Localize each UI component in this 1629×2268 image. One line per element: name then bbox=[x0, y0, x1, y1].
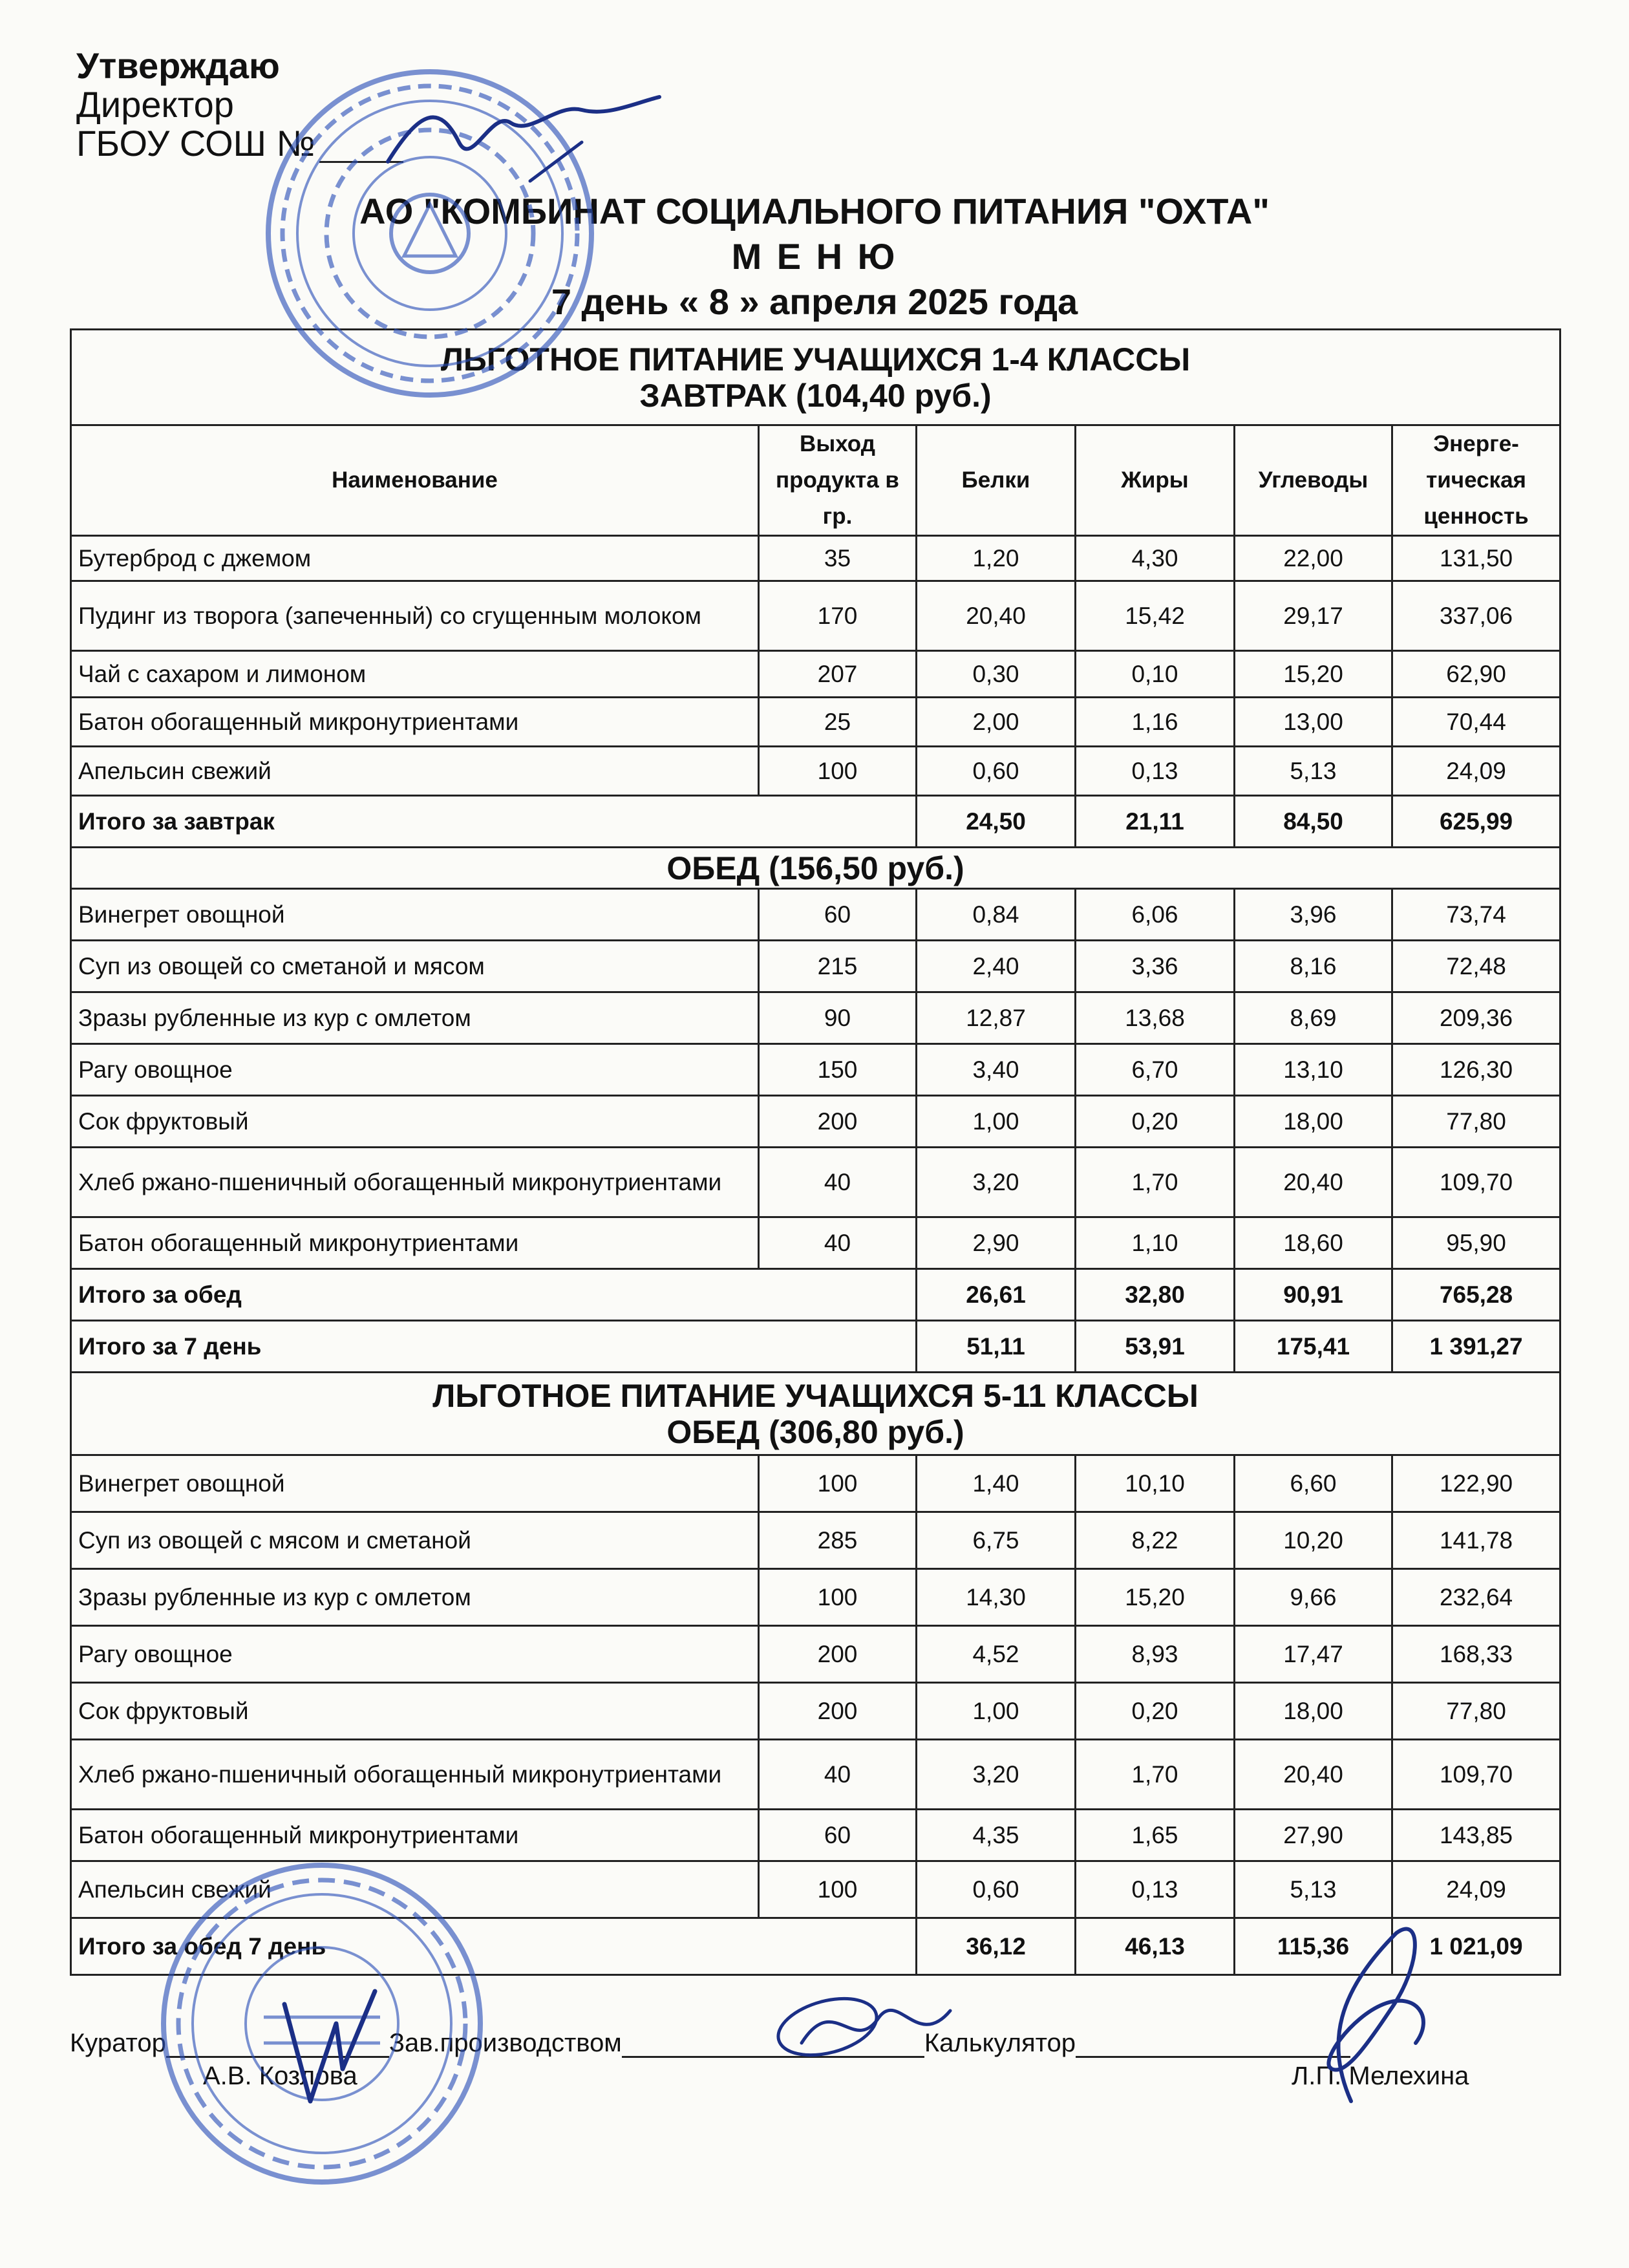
cell-value: 3,20 bbox=[917, 1148, 1076, 1217]
cell-value: 13,10 bbox=[1235, 1044, 1392, 1096]
table-row bbox=[71, 698, 1560, 747]
cell-value: 170 bbox=[759, 581, 917, 651]
curator-label: Куратор bbox=[70, 2029, 166, 2057]
cell-value: 6,75 bbox=[917, 1512, 1076, 1569]
table-row bbox=[71, 651, 1560, 698]
dish-name: Зразы рубленные из кур с омлетом bbox=[71, 1569, 759, 1626]
calculator-label: Калькулятор bbox=[924, 2029, 1076, 2057]
cell-value: 77,80 bbox=[1392, 1683, 1560, 1740]
cell-value: 26,61 bbox=[917, 1269, 1076, 1321]
dish-name: Апельсин свежий bbox=[71, 1861, 759, 1918]
cell-value: 0,20 bbox=[1076, 1683, 1235, 1740]
cell-value: 150 bbox=[759, 1044, 917, 1096]
director-signature-icon bbox=[362, 84, 672, 187]
column-header: Жиры bbox=[1076, 425, 1235, 536]
signature-row bbox=[70, 2029, 1570, 2058]
cell-value: 0,60 bbox=[917, 1861, 1076, 1918]
cell-value: 143,85 bbox=[1392, 1810, 1560, 1861]
cell-value: 109,70 bbox=[1392, 1740, 1560, 1810]
cell-value: 84,50 bbox=[1235, 796, 1392, 848]
cell-value: 20,40 bbox=[917, 581, 1076, 651]
cell-value: 0,13 bbox=[1076, 1861, 1235, 1918]
table-row bbox=[71, 1683, 1560, 1740]
dish-name: Винегрет овощной bbox=[71, 1455, 759, 1512]
cell-value: 90 bbox=[759, 992, 917, 1044]
cell-value: 15,42 bbox=[1076, 581, 1235, 651]
cell-value: 3,20 bbox=[917, 1740, 1076, 1810]
cell-value: 12,87 bbox=[917, 992, 1076, 1044]
school-number-line bbox=[319, 133, 403, 163]
dish-name: Бутерброд с джемом bbox=[71, 536, 759, 581]
cell-value: 3,96 bbox=[1235, 889, 1392, 941]
cell-value: 0,60 bbox=[917, 747, 1076, 796]
total-row bbox=[71, 1321, 1560, 1373]
cell-value: 15,20 bbox=[1076, 1569, 1235, 1626]
cell-value: 4,52 bbox=[917, 1626, 1076, 1683]
cell-value: 17,47 bbox=[1235, 1626, 1392, 1683]
table-row bbox=[71, 992, 1560, 1044]
cell-value: 8,16 bbox=[1235, 941, 1392, 992]
cell-value: 18,00 bbox=[1235, 1096, 1392, 1148]
cell-value: 0,13 bbox=[1076, 747, 1235, 796]
section1-header bbox=[71, 330, 1560, 425]
column-header: Белки bbox=[917, 425, 1076, 536]
cell-value: 0,20 bbox=[1076, 1096, 1235, 1148]
total-label: Итого за 7 день bbox=[71, 1321, 917, 1373]
dish-name: Хлеб ржано-пшеничный обогащенный микронутриентами bbox=[71, 1740, 759, 1810]
cell-value: 1,40 bbox=[917, 1455, 1076, 1512]
cell-value: 126,30 bbox=[1392, 1044, 1560, 1096]
cell-value: 209,36 bbox=[1392, 992, 1560, 1044]
cell-value: 20,40 bbox=[1235, 1148, 1392, 1217]
section1-header-title: ЛЬГОТНОЕ ПИТАНИЕ УЧАЩИХСЯ 1-4 КЛАССЫ bbox=[440, 341, 1191, 378]
menu-table bbox=[70, 328, 1561, 1976]
cell-value: 1,00 bbox=[917, 1096, 1076, 1148]
cell-value: 141,78 bbox=[1392, 1512, 1560, 1569]
cell-value: 13,68 bbox=[1076, 992, 1235, 1044]
section1-header-cell bbox=[71, 330, 1560, 425]
dish-name: Зразы рубленные из кур с омлетом bbox=[71, 992, 759, 1044]
column-header-row bbox=[71, 425, 1560, 536]
cell-value: 24,09 bbox=[1392, 747, 1560, 796]
document-title: М Е Н Ю bbox=[731, 236, 898, 277]
cell-value: 285 bbox=[759, 1512, 917, 1569]
cell-value: 10,20 bbox=[1235, 1512, 1392, 1569]
table-row bbox=[71, 1740, 1560, 1810]
cell-value: 24,50 bbox=[917, 796, 1076, 848]
approval-word: Утверждаю bbox=[76, 45, 280, 86]
cell-value: 200 bbox=[759, 1683, 917, 1740]
cell-value: 122,90 bbox=[1392, 1455, 1560, 1512]
cell-value: 15,20 bbox=[1235, 651, 1392, 698]
cell-value: 3,36 bbox=[1076, 941, 1235, 992]
table-row bbox=[71, 941, 1560, 992]
calculator-name: Л.П. Мелехина bbox=[1292, 2062, 1469, 2090]
table-row bbox=[71, 581, 1560, 651]
cell-value: 18,00 bbox=[1235, 1683, 1392, 1740]
cell-value: 4,35 bbox=[917, 1810, 1076, 1861]
cell-value: 1,10 bbox=[1076, 1217, 1235, 1269]
cell-value: 175,41 bbox=[1235, 1321, 1392, 1373]
dish-name: Хлеб ржано-пшеничный обогащенный микронутриентами bbox=[71, 1148, 759, 1217]
cell-value: 8,69 bbox=[1235, 992, 1392, 1044]
cell-value: 62,90 bbox=[1392, 651, 1560, 698]
date-line: 7 день « 8 » апреля 2025 года bbox=[551, 281, 1078, 322]
cell-value: 1,20 bbox=[917, 536, 1076, 581]
section2-header-meal-title: ОБЕД (306,80 руб.) bbox=[666, 1413, 964, 1450]
column-header: Наименование bbox=[71, 425, 759, 536]
cell-value: 46,13 bbox=[1076, 1918, 1235, 1975]
signature-names bbox=[70, 2062, 1570, 2101]
table-row bbox=[71, 1861, 1560, 1918]
table-row bbox=[71, 1096, 1560, 1148]
cell-value: 20,40 bbox=[1235, 1740, 1392, 1810]
cell-value: 18,60 bbox=[1235, 1217, 1392, 1269]
cell-value: 1,00 bbox=[917, 1683, 1076, 1740]
cell-value: 5,13 bbox=[1235, 1861, 1392, 1918]
dish-name: Сок фруктовый bbox=[71, 1096, 759, 1148]
dish-name: Чай с сахаром и лимоном bbox=[71, 651, 759, 698]
total-label: Итого за обед bbox=[71, 1269, 917, 1321]
table-row bbox=[71, 1455, 1560, 1512]
dish-name: Суп из овощей со сметаной и мясом bbox=[71, 941, 759, 992]
total-label: Итого за обед 7 день bbox=[71, 1918, 917, 1975]
dish-name: Рагу овощное bbox=[71, 1044, 759, 1096]
total-row bbox=[71, 796, 1560, 848]
cell-value: 1,65 bbox=[1076, 1810, 1235, 1861]
approval-block bbox=[76, 47, 403, 163]
cell-value: 14,30 bbox=[917, 1569, 1076, 1626]
section2-header-title: ЛЬГОТНОЕ ПИТАНИЕ УЧАЩИХСЯ 5-11 КЛАССЫ bbox=[432, 1377, 1198, 1414]
dish-name: Суп из овощей с мясом и сметаной bbox=[71, 1512, 759, 1569]
cell-value: 625,99 bbox=[1392, 796, 1560, 848]
cell-value: 40 bbox=[759, 1148, 917, 1217]
cell-value: 51,11 bbox=[917, 1321, 1076, 1373]
table-row bbox=[71, 1810, 1560, 1861]
cell-value: 115,36 bbox=[1235, 1918, 1392, 1975]
cell-value: 1,70 bbox=[1076, 1148, 1235, 1217]
cell-value: 6,60 bbox=[1235, 1455, 1392, 1512]
cell-value: 1,16 bbox=[1076, 698, 1235, 747]
cell-value: 40 bbox=[759, 1217, 917, 1269]
column-header: Энерге-тическая ценность bbox=[1392, 425, 1560, 536]
table-row bbox=[71, 1148, 1560, 1217]
cell-value: 8,22 bbox=[1076, 1512, 1235, 1569]
cell-value: 0,84 bbox=[917, 889, 1076, 941]
cell-value: 207 bbox=[759, 651, 917, 698]
cell-value: 5,13 bbox=[1235, 747, 1392, 796]
cell-value: 22,00 bbox=[1235, 536, 1392, 581]
cell-value: 72,48 bbox=[1392, 941, 1560, 992]
column-header: Углеводы bbox=[1235, 425, 1392, 536]
section1-lunch-header-title: ОБЕД (156,50 руб.) bbox=[71, 848, 1560, 889]
column-header: Выход продукта в гр. bbox=[759, 425, 917, 536]
cell-value: 90,91 bbox=[1235, 1269, 1392, 1321]
cell-value: 77,80 bbox=[1392, 1096, 1560, 1148]
cell-value: 765,28 bbox=[1392, 1269, 1560, 1321]
approval-school: ГБОУ СОШ № bbox=[76, 124, 403, 163]
cell-value: 100 bbox=[759, 1455, 917, 1512]
cell-value: 2,40 bbox=[917, 941, 1076, 992]
cell-value: 0,30 bbox=[917, 651, 1076, 698]
total-label: Итого за завтрак bbox=[71, 796, 917, 848]
cell-value: 200 bbox=[759, 1626, 917, 1683]
cell-value: 3,40 bbox=[917, 1044, 1076, 1096]
section2-header-cell bbox=[71, 1373, 1560, 1455]
cell-value: 35 bbox=[759, 536, 917, 581]
total-row bbox=[71, 1269, 1560, 1321]
cell-value: 168,33 bbox=[1392, 1626, 1560, 1683]
cell-value: 100 bbox=[759, 1861, 917, 1918]
calculator-signature-line bbox=[1076, 2029, 1350, 2058]
cell-value: 70,44 bbox=[1392, 698, 1560, 747]
production-signature-line bbox=[622, 2029, 924, 2058]
total-row bbox=[71, 1918, 1560, 1975]
dish-name: Сок фруктовый bbox=[71, 1683, 759, 1740]
cell-value: 25 bbox=[759, 698, 917, 747]
cell-value: 215 bbox=[759, 941, 917, 992]
cell-value: 29,17 bbox=[1235, 581, 1392, 651]
org-name: АО "КОМБИНАТ СОЦИАЛЬНОГО ПИТАНИЯ "ОХТА" bbox=[359, 191, 1270, 231]
cell-value: 27,90 bbox=[1235, 1810, 1392, 1861]
cell-value: 13,00 bbox=[1235, 698, 1392, 747]
cell-value: 60 bbox=[759, 889, 917, 941]
cell-value: 53,91 bbox=[1076, 1321, 1235, 1373]
cell-value: 36,12 bbox=[917, 1918, 1076, 1975]
table-row bbox=[71, 1512, 1560, 1569]
cell-value: 32,80 bbox=[1076, 1269, 1235, 1321]
table-row bbox=[71, 1217, 1560, 1269]
curator-name: А.В. Козлова bbox=[203, 2062, 357, 2090]
cell-value: 2,00 bbox=[917, 698, 1076, 747]
signature-block bbox=[70, 2029, 1570, 2101]
dish-name: Батон обогащенный микронутриентами bbox=[71, 1810, 759, 1861]
cell-value: 6,70 bbox=[1076, 1044, 1235, 1096]
dish-name: Батон обогащенный микронутриентами bbox=[71, 1217, 759, 1269]
cell-value: 60 bbox=[759, 1810, 917, 1861]
cell-value: 131,50 bbox=[1392, 536, 1560, 581]
cell-value: 232,64 bbox=[1392, 1569, 1560, 1626]
table-row bbox=[71, 1044, 1560, 1096]
cell-value: 10,10 bbox=[1076, 1455, 1235, 1512]
cell-value: 73,74 bbox=[1392, 889, 1560, 941]
table-row bbox=[71, 747, 1560, 796]
production-label: Зав.производством bbox=[389, 2029, 622, 2057]
approval-position: Директор bbox=[76, 84, 234, 125]
table-row bbox=[71, 1569, 1560, 1626]
cell-value: 2,90 bbox=[917, 1217, 1076, 1269]
cell-value: 24,09 bbox=[1392, 1861, 1560, 1918]
cell-value: 100 bbox=[759, 1569, 917, 1626]
table-row bbox=[71, 536, 1560, 581]
section2-header bbox=[71, 1373, 1560, 1455]
section1-lunch-header bbox=[71, 848, 1560, 889]
cell-value: 200 bbox=[759, 1096, 917, 1148]
dish-name: Батон обогащенный микронутриентами bbox=[71, 698, 759, 747]
cell-value: 1 021,09 bbox=[1392, 1918, 1560, 1975]
cell-value: 1 391,27 bbox=[1392, 1321, 1560, 1373]
cell-value: 337,06 bbox=[1392, 581, 1560, 651]
cell-value: 9,66 bbox=[1235, 1569, 1392, 1626]
table-row bbox=[71, 889, 1560, 941]
cell-value: 95,90 bbox=[1392, 1217, 1560, 1269]
dish-name: Пудинг из творога (запеченный) со сгущенным молоком bbox=[71, 581, 759, 651]
table-row bbox=[71, 1626, 1560, 1683]
cell-value: 4,30 bbox=[1076, 536, 1235, 581]
cell-value: 0,10 bbox=[1076, 651, 1235, 698]
dish-name: Винегрет овощной bbox=[71, 889, 759, 941]
cell-value: 21,11 bbox=[1076, 796, 1235, 848]
cell-value: 1,70 bbox=[1076, 1740, 1235, 1810]
cell-value: 6,06 bbox=[1076, 889, 1235, 941]
cell-value: 8,93 bbox=[1076, 1626, 1235, 1683]
section1-header-meal-title: ЗАВТРАК (104,40 руб.) bbox=[639, 377, 992, 414]
cell-value: 109,70 bbox=[1392, 1148, 1560, 1217]
cell-value: 40 bbox=[759, 1740, 917, 1810]
curator-signature-line bbox=[166, 2029, 389, 2058]
dish-name: Апельсин свежий bbox=[71, 747, 759, 796]
cell-value: 100 bbox=[759, 747, 917, 796]
dish-name: Рагу овощное bbox=[71, 1626, 759, 1683]
